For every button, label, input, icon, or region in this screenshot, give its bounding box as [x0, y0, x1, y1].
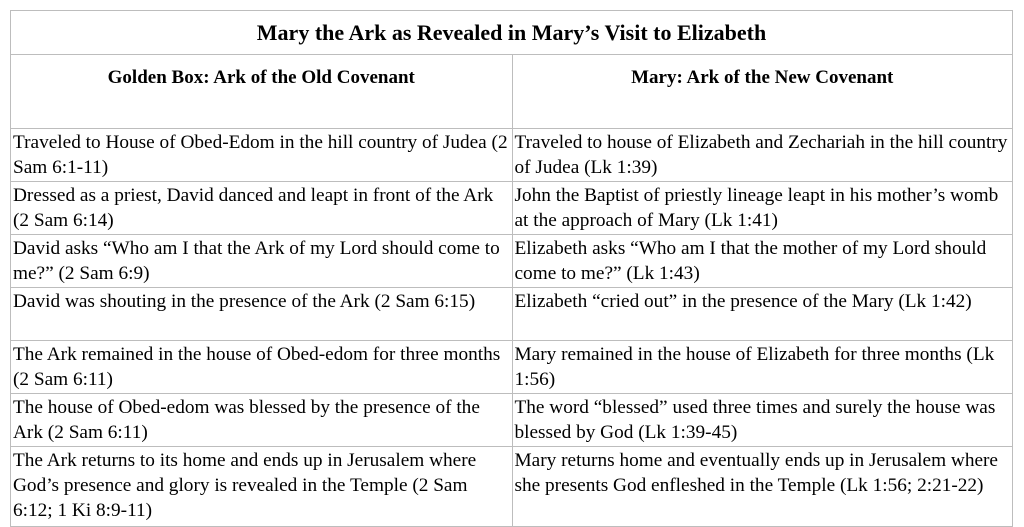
table-row [11, 447, 1013, 527]
old-covenant-cell: Dressed as a priest, David danced and leapt in front of the Ark (2 Sam 6:14) [11, 182, 513, 235]
old-covenant-cell: The house of Obed-edom was blessed by the presence of the Ark (2 Sam 6:11) [11, 394, 513, 447]
old-covenant-cell: The Ark remained in the house of Obed-edom for three months (2 Sam 6:11) [11, 341, 513, 394]
header-row [11, 55, 1013, 129]
new-covenant-cell: Mary remained in the house of Elizabeth for three months (Lk 1:56) [512, 341, 1013, 394]
new-covenant-cell: Elizabeth “cried out” in the presence of the Mary (Lk 1:42) [512, 288, 1013, 341]
new-covenant-cell: Mary returns home and eventually ends up in Jerusalem where she presents God enfleshed in the Temple (Lk 1:56; 2:21-22) [512, 447, 1013, 527]
new-covenant-cell: Traveled to house of Elizabeth and Zechariah in the hill country of Judea (Lk 1:39) [512, 129, 1013, 182]
table-row [11, 288, 1013, 341]
table-title: Mary the Ark as Revealed in Mary’s Visit to Elizabeth [11, 11, 1013, 55]
title-row [11, 11, 1013, 55]
table-row [11, 182, 1013, 235]
table-row [11, 129, 1013, 182]
comparison-table [10, 10, 1013, 527]
table-row [11, 341, 1013, 394]
old-covenant-cell: The Ark returns to its home and ends up in Jerusalem where God’s presence and glory is revealed in the Temple (2 Sam 6:12; 1 Ki 8:9-11) [11, 447, 513, 527]
old-covenant-cell: Traveled to House of Obed-Edom in the hill country of Judea (2 Sam 6:1-11) [11, 129, 513, 182]
new-covenant-cell: The word “blessed” used three times and surely the house was blessed by God (Lk 1:39-45) [512, 394, 1013, 447]
old-covenant-cell: David asks “Who am I that the Ark of my Lord should come to me?” (2 Sam 6:9) [11, 235, 513, 288]
column-header-new-covenant: Mary: Ark of the New Covenant [512, 55, 1013, 129]
column-header-old-covenant: Golden Box: Ark of the Old Covenant [11, 55, 513, 129]
old-covenant-cell: David was shouting in the presence of the Ark (2 Sam 6:15) [11, 288, 513, 341]
table-row [11, 394, 1013, 447]
new-covenant-cell: Elizabeth asks “Who am I that the mother of my Lord should come to me?” (Lk 1:43) [512, 235, 1013, 288]
table-row [11, 235, 1013, 288]
new-covenant-cell: John the Baptist of priestly lineage leapt in his mother’s womb at the approach of Mary (Lk 1:41) [512, 182, 1013, 235]
